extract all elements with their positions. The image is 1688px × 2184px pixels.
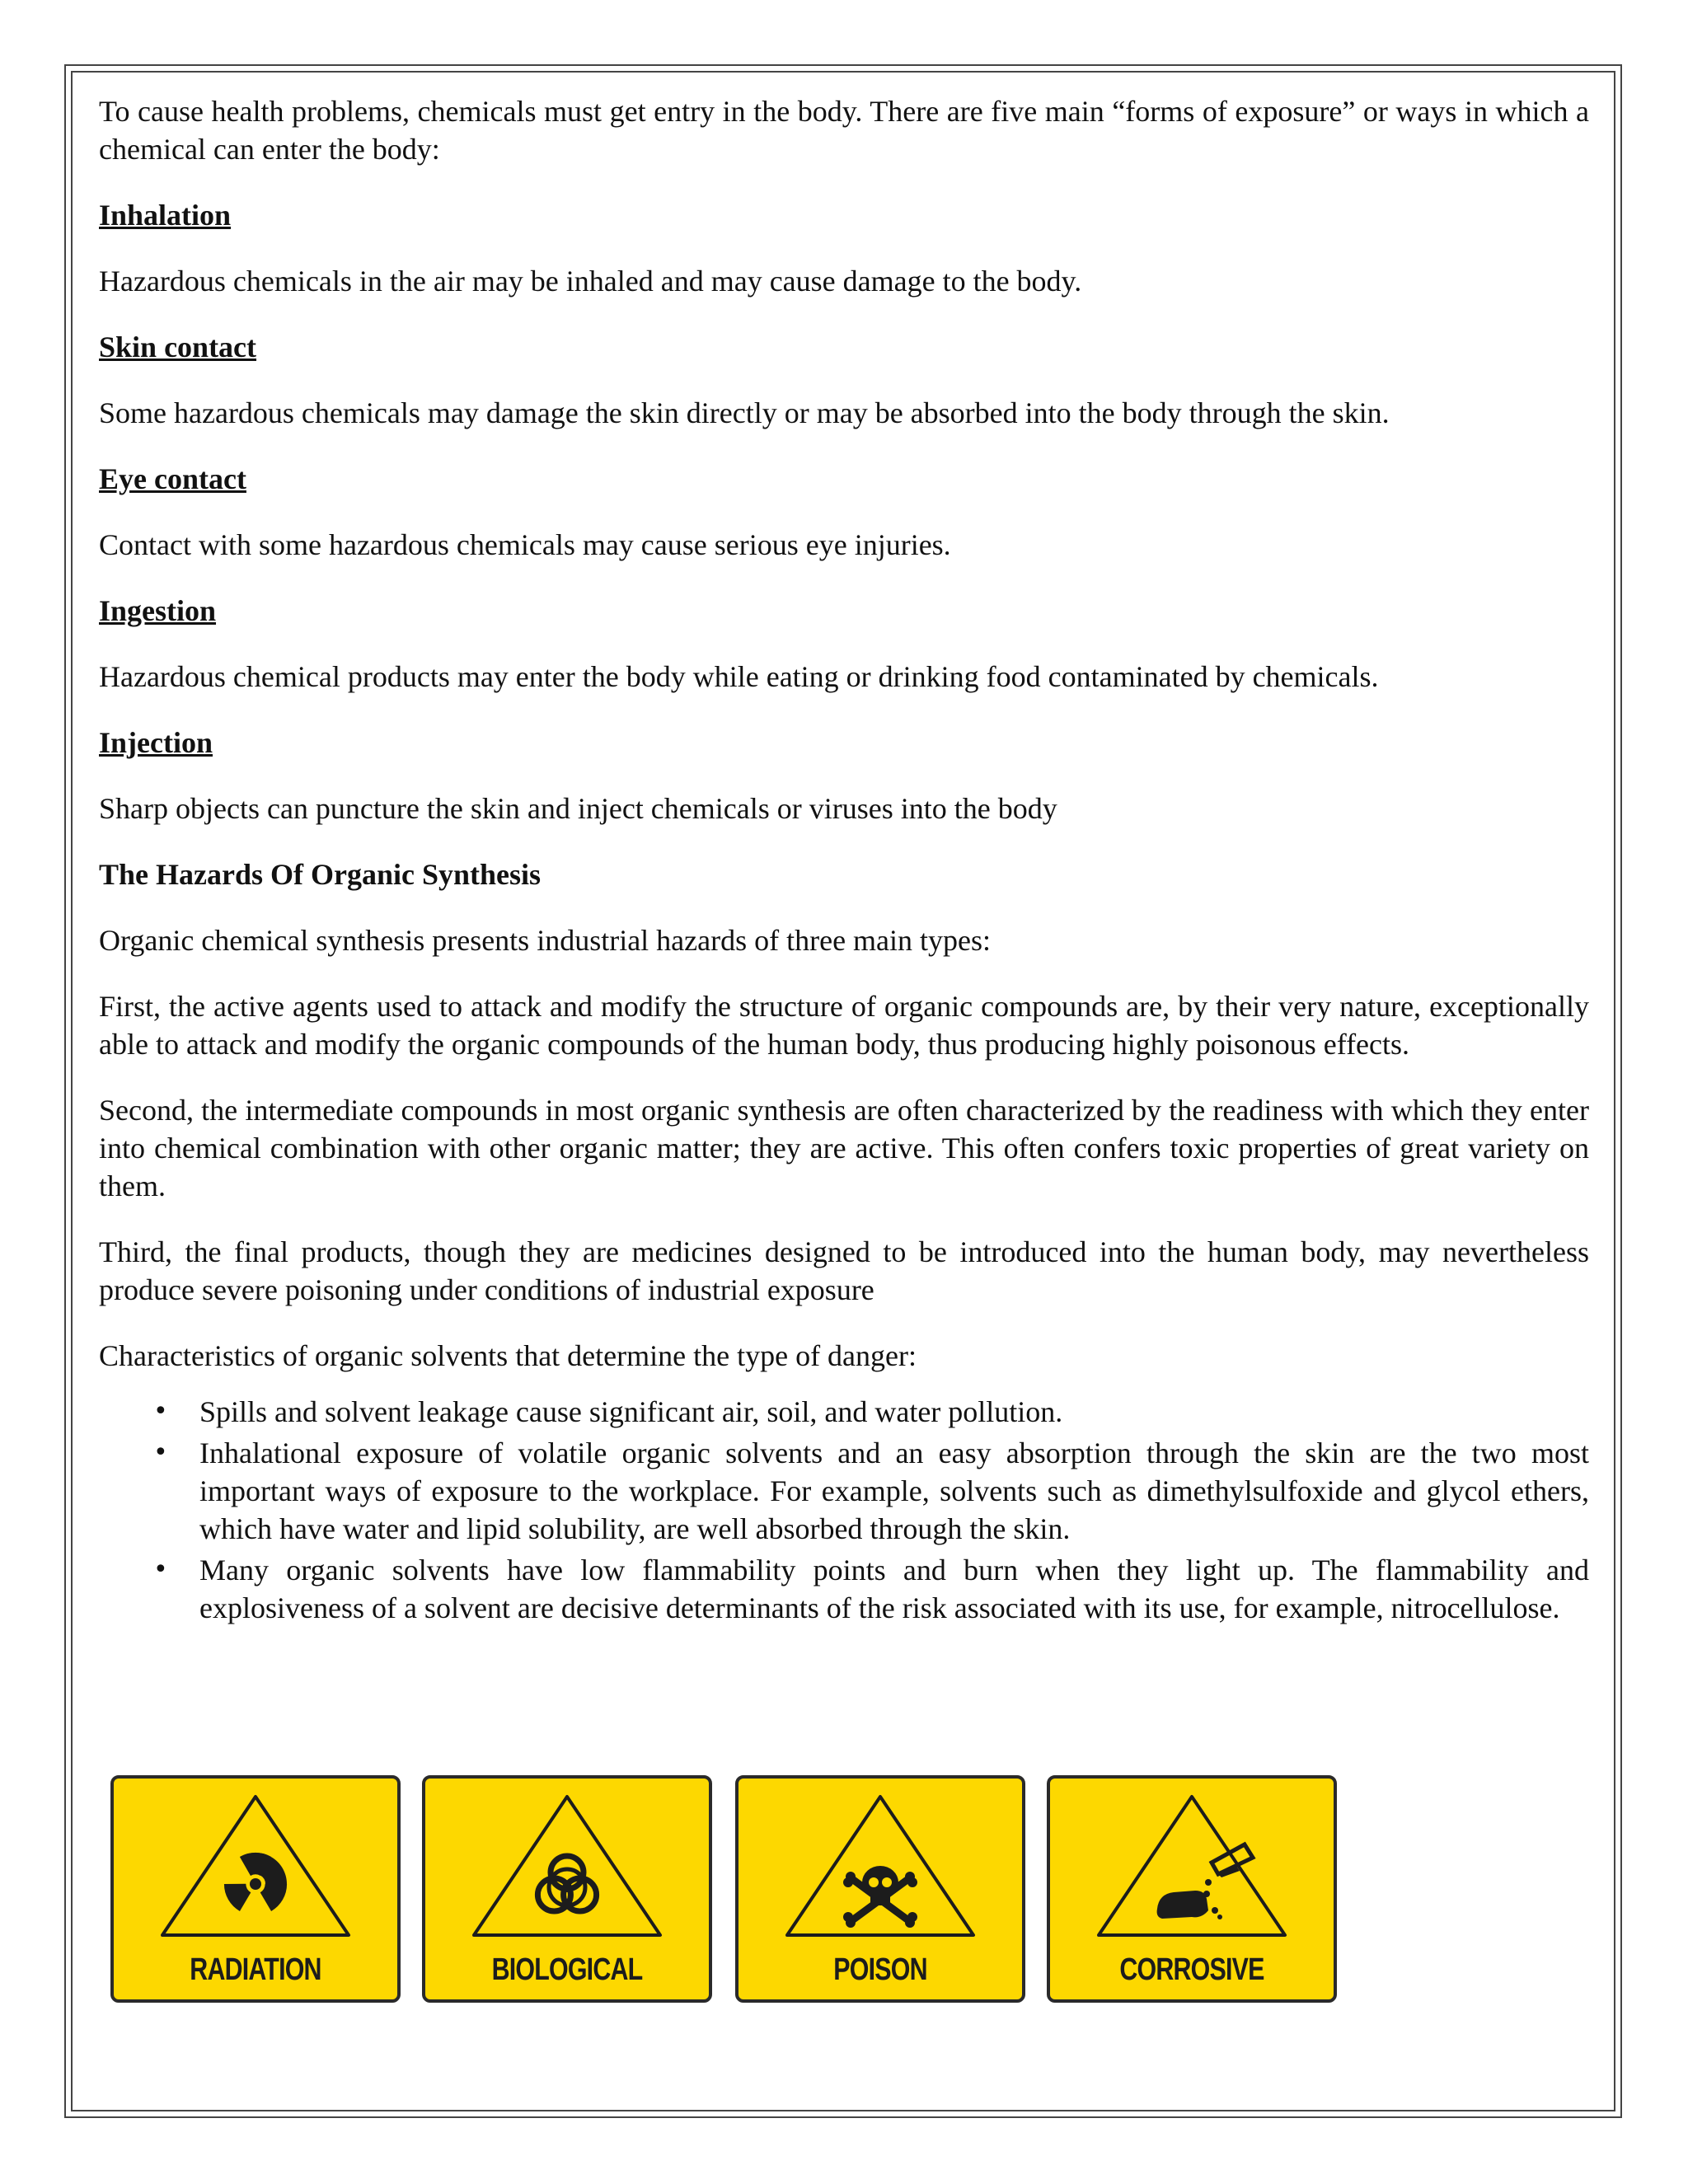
bullet-icon: • [153, 1438, 168, 1467]
heading-organic-synthesis: The Hazards Of Organic Synthesis [99, 858, 542, 891]
heading-skin-contact: Skin contact [99, 330, 257, 363]
paragraph-synthesis-lead: Organic chemical synthesis presents industrial hazards of three main types: [99, 924, 992, 957]
solvent-characteristics-list [99, 1393, 1589, 1627]
paragraph-eye-contact: Contact with some hazardous chemicals may cause serious eye injuries. [99, 528, 951, 561]
sign-label: POISON [833, 1952, 927, 1987]
sign-label: BIOLOGICAL [491, 1952, 643, 1987]
paragraph-synthesis-third: Third, the final products, though they are medicines designed to be introduced into the human body, may nevertheless produce severe poisoning under conditions of industrial exposure [99, 1235, 1589, 1306]
paragraph-solvents-lead: Characteristics of organic solvents that determine the type of danger: [99, 1339, 917, 1372]
heading-injection: Injection [99, 726, 213, 759]
paragraph-injection: Sharp objects can puncture the skin and inject chemicals or viruses into the body [99, 792, 1057, 825]
heading-eye-contact: Eye contact [99, 462, 246, 495]
paragraph-ingestion: Hazardous chemical products may enter the body while eating or drinking food contaminated by chemicals. [99, 660, 1379, 693]
list-item [99, 1393, 1589, 1431]
sign-label: RADIATION [190, 1952, 321, 1987]
bullet-icon: • [153, 1555, 168, 1584]
hazard-signs-row [110, 1775, 1347, 2006]
paragraph-inhalation: Hazardous chemicals in the air may be inhaled and may cause damage to the body. [99, 265, 1082, 298]
paragraph-synthesis-second: Second, the intermediate compounds in most organic synthesis are often characterized by the readiness with which they enter into chemical combination with other organic matter; they are active. This often confers toxic properties of great variety on them. [99, 1094, 1589, 1202]
hazard-sign-corrosive [1047, 1775, 1337, 2003]
paragraph-synthesis-first: First, the active agents used to attack and modify the structure of organic compounds are, by their very nature, exceptionally able to attack and modify the organic compounds of the human body, thus producing highly poisonous effects. [99, 990, 1589, 1061]
heading-inhalation: Inhalation [99, 199, 232, 232]
list-item-text: Spills and solvent leakage cause significant air, soil, and water pollution. [199, 1395, 1063, 1428]
hazard-sign-radiation [110, 1775, 401, 2003]
list-item-text: Many organic solvents have low flammability points and burn when they light up. The flammability and explosiveness of a solvent are decisive determinants of the risk associated with its use, for example, nitrocellulose. [199, 1554, 1589, 1624]
sign-label: CORROSIVE [1119, 1952, 1264, 1987]
hazard-sign-biological [422, 1775, 712, 2003]
document-body [99, 92, 1589, 1630]
list-item [99, 1551, 1589, 1627]
hazard-sign-poison [735, 1775, 1025, 2003]
bullet-icon: • [153, 1397, 168, 1426]
intro-paragraph: To cause health problems, chemicals must get entry in the body. There are five main “forms of exposure” or ways in which a chemical can enter the body: [99, 95, 1589, 166]
heading-ingestion: Ingestion [99, 594, 217, 627]
paragraph-skin-contact: Some hazardous chemicals may damage the skin directly or may be absorbed into the body through the skin. [99, 396, 1390, 429]
list-item [99, 1434, 1589, 1548]
list-item-text: Inhalational exposure of volatile organic solvents and an easy absorption through the skin are the two most important ways of exposure to the workplace. For example, solvents such as dimethylsulfoxide and glycol ethers, which have water and lipid solubility, are well absorbed through the skin. [199, 1436, 1589, 1545]
